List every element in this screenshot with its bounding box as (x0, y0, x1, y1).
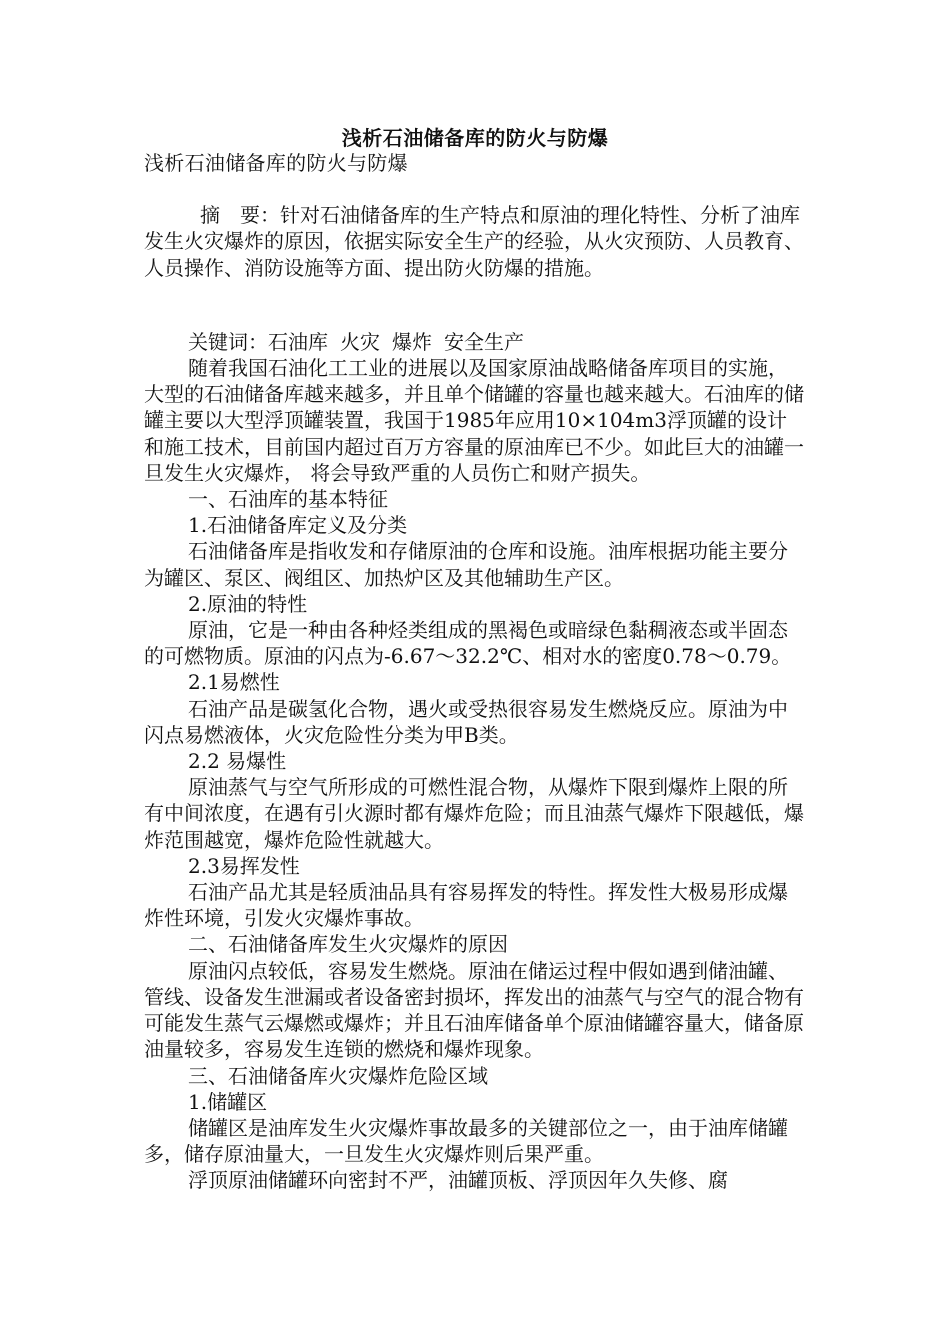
body-paragraph: 储罐区是油库发生火灾爆炸事故最多的关键部位之一，由于油库储罐多，储存原油量大，一旦发生火灾爆炸则后果严重。 (144, 1115, 788, 1167)
body-paragraph: 原油闪点较低，容易发生燃烧。原油在储运过程中假如遇到储油罐、管线、设备发生泄漏或者设备密封损坏，挥发出的油蒸气与空气的混合物有可能发生蒸气云爆燃或爆炸；并且石油库储备单个原油储罐容量大，储备原油量较多，容易发生连锁的燃烧和爆炸现象。 (144, 958, 804, 1062)
body-paragraph: 原油蒸气与空气所形成的可燃性混合物，从爆炸下限到爆炸上限的所有中间浓度，在遇有引火源时都有爆炸危险；而且油蒸气爆炸下限越低，爆炸范围越宽，爆炸危险性就越大。 (144, 775, 804, 852)
keywords-label: 关键词： (188, 329, 268, 354)
subsection-heading: 2.3易挥发性 (188, 853, 300, 878)
body-paragraph: 随着我国石油化工工业的进展以及国家原油战略储备库项目的实施，大型的石油储备库越来越多，并且单个储罐的容量也越来越大。石油库的储罐主要以大型浮顶罐装置，我国于1985年应用10×104m3浮顶罐的设计和施工技术，目前国内超过百万方容量的原油库已不少。如此巨大的油罐一旦发生火灾爆炸， 将会导致严重的人员伤亡和财产损失。 (144, 356, 804, 485)
body-paragraph: 石油产品尤其是轻质油品具有容易挥发的特性。挥发性大极易形成爆炸性环境，引发火灾爆炸事故。 (144, 880, 788, 931)
keyword: 石油库 (268, 329, 328, 354)
subsection-heading: 2.2 易爆性 (188, 749, 287, 774)
spacer (144, 281, 806, 329)
abstract-paragraph: 摘 要：针对石油储备库的生产特点和原油的理化特性、分析了油库发生火灾爆炸的原因，依据实际安全生产的经验，从火灾预防、人员教育、人员操作、消防设施等方面、提出防火防爆的措施。 (144, 203, 804, 280)
body-paragraph: 原油，它是一种由各种烃类组成的黑褐色或暗绿色黏稠液态或半固态的可燃物质。原油的闪点为-6.67～32.2℃、相对水的密度0.78～0.79。 (144, 618, 792, 669)
section-heading: 三、石油储备库火灾爆炸危险区域 (188, 1063, 488, 1088)
subsection-heading: 2.1易燃性 (188, 670, 280, 695)
subsection-heading: 1.储罐区 (188, 1089, 268, 1114)
section-heading: 一、石油库的基本特征 (188, 487, 388, 512)
subsection-heading: 1.石油储备库定义及分类 (188, 513, 408, 538)
document-title: 浅析石油储备库的防火与防爆 (341, 126, 609, 150)
keyword: 安全生产 (444, 329, 524, 354)
subsection-heading: 2.原油的特性 (188, 591, 308, 616)
spacer (144, 176, 806, 202)
keyword: 爆炸 (392, 329, 432, 354)
body-paragraph: 石油产品是碳氢化合物，遇火或受热很容易发生燃烧反应。原油为中闪点易燃液体，火灾危险性分类为甲B类。 (144, 696, 788, 747)
section-heading: 二、石油储备库发生火灾爆炸的原因 (188, 932, 508, 957)
body-paragraph: 浮顶原油储罐环向密封不严，油罐顶板、浮顶因年久失修、腐 (188, 1168, 728, 1193)
document-body (144, 150, 806, 1194)
keyword: 火灾 (340, 329, 380, 354)
keywords-line (144, 329, 806, 355)
body-paragraph: 石油储备库是指收发和存储原油的仓库和设施。油库根据功能主要分为罐区、泵区、阀组区、加热炉区及其他辅助生产区。 (144, 539, 788, 590)
document-subtitle: 浅析石油储备库的防火与防爆 (144, 151, 408, 175)
